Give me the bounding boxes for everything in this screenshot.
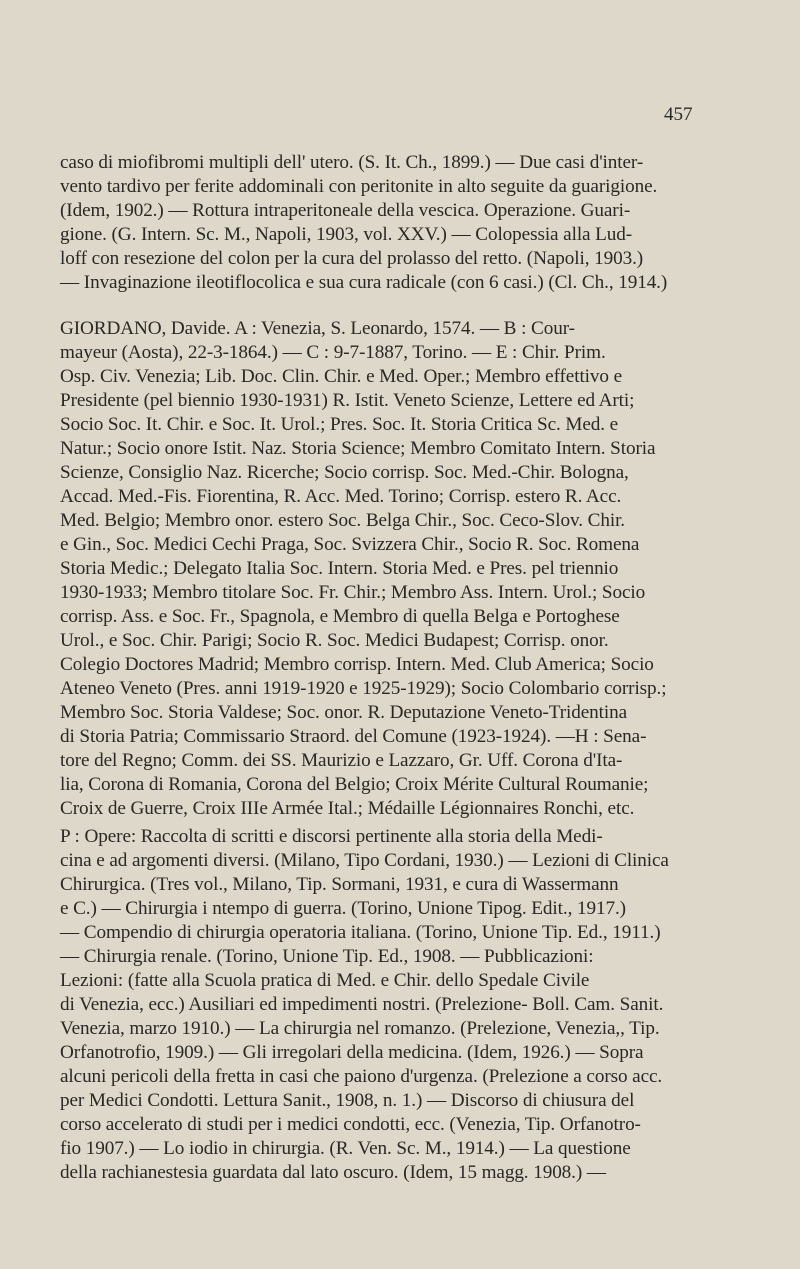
text-line: caso di miofibromi multipli dell' utero. (S. It. Ch., 1899.) — Due casi d'inter- xyxy=(60,152,644,173)
text-line: Venezia, marzo 1910.) — La chirurgia nel romanzo. (Prelezione, Venezia,, Tip. xyxy=(60,1018,660,1039)
text-line: (Idem, 1902.) — Rottura intraperitoneale della vescica. Operazione. Guari- xyxy=(60,200,631,221)
text-line: cina e ad argomenti diversi. (Milano, Tipo Cordani, 1930.) — Lezioni di Clinica xyxy=(60,850,669,871)
text-line: Presidente (pel biennio 1930-1931) R. Istit. Veneto Scienze, Lettere ed Arti; xyxy=(60,390,635,411)
text-line: Croix de Guerre, Croix IIIe Armée Ital.; Médaille Légionnaires Ronchi, etc. xyxy=(60,798,635,819)
text-line: corso accelerato di studi per i medici condotti, ecc. (Venezia, Tip. Orfanotro- xyxy=(60,1114,641,1135)
text-line: Colegio Doctores Madrid; Membro corrisp. Intern. Med. Club America; Socio xyxy=(60,654,654,675)
text-line: — Chirurgia renale. (Torino, Unione Tip. Ed., 1908. — Pubblicazioni: xyxy=(60,946,594,967)
page-number: 457 xyxy=(664,104,693,125)
text-line: alcuni pericoli della fretta in casi che paiono d'urgenza. (Prelezione a corso acc. xyxy=(60,1066,663,1087)
text-line: Urol., e Soc. Chir. Parigi; Socio R. Soc. Medici Budapest; Corrisp. onor. xyxy=(60,630,609,651)
text-line: Scienze, Consiglio Naz. Ricerche; Socio corrisp. Soc. Med.-Chir. Bologna, xyxy=(60,462,629,483)
text-line: della rachianestesia guardata dal lato oscuro. (Idem, 15 magg. 1908.) — xyxy=(60,1162,606,1183)
text-line: gione. (G. Intern. Sc. M., Napoli, 1903, vol. XXV.) — Colopessia alla Lud- xyxy=(60,224,633,245)
text-line: — Invaginazione ileotiflocolica e sua cura radicale (con 6 casi.) (Cl. Ch., 1914.) xyxy=(60,272,668,293)
text-line: di Venezia, ecc.) Ausiliari ed impedimenti nostri. (Prelezione- Boll. Cam. Sanit. xyxy=(60,994,664,1015)
text-line: corrisp. Ass. e Soc. Fr., Spagnola, e Membro di quella Belga e Portoghese xyxy=(60,606,620,627)
text-line: Osp. Civ. Venezia; Lib. Doc. Clin. Chir. e Med. Oper.; Membro effettivo e xyxy=(60,366,623,387)
text-line: — Compendio di chirurgia operatoria italiana. (Torino, Unione Tip. Ed., 1911.) xyxy=(60,922,661,943)
entry-heading-line: GIORDANO, Davide. A : Venezia, S. Leonardo, 1574. — B : Cour- xyxy=(60,318,575,339)
text-line: vento tardivo per ferite addominali con peritonite in alto seguite da guarigione. xyxy=(60,176,658,197)
text-line: e C.) — Chirurgia i ntempo di guerra. (Torino, Unione Tipog. Edit., 1917.) xyxy=(60,898,626,919)
works-heading-line: P : Opere: Raccolta di scritti e discorsi pertinente alla storia della Medi- xyxy=(60,826,603,847)
text-line: Accad. Med.-Fis. Fiorentina, R. Acc. Med. Torino; Corrisp. estero R. Acc. xyxy=(60,486,622,507)
text-line: Ateneo Veneto (Pres. anni 1919-1920 e 1925-1929); Socio Colombario corrisp.; xyxy=(60,678,667,699)
text-line: di Storia Patria; Commissario Straord. del Comune (1923-1924). —H : Sena- xyxy=(60,726,647,747)
text-line: lia, Corona di Romania, Corona del Belgio; Croix Mérite Cultural Roumanie; xyxy=(60,774,649,795)
text-line: tore del Regno; Comm. dei SS. Maurizio e Lazzaro, Gr. Uff. Corona d'Ita- xyxy=(60,750,623,771)
text-line: e Gin., Soc. Medici Cechi Praga, Soc. Svizzera Chir., Socio R. Soc. Romena xyxy=(60,534,640,555)
text-line: Socio Soc. It. Chir. e Soc. It. Urol.; Pres. Soc. It. Storia Critica Sc. Med. e xyxy=(60,414,619,435)
text-line: fio 1907.) — Lo iodio in chirurgia. (R. Ven. Sc. M., 1914.) — La questione xyxy=(60,1138,631,1159)
text-line: per Medici Condotti. Lettura Sanit., 1908, n. 1.) — Discorso di chiusura del xyxy=(60,1090,635,1111)
text-line: Storia Medic.; Delegato Italia Soc. Intern. Storia Med. e Pres. pel triennio xyxy=(60,558,619,579)
text-line: Lezioni: (fatte alla Scuola pratica di Med. e Chir. dello Spedale Civile xyxy=(60,970,590,991)
text-line: mayeur (Aosta), 22-3-1864.) — C : 9-7-1887, Torino. — E : Chir. Prim. xyxy=(60,342,606,363)
text-line: Med. Belgio; Membro onor. estero Soc. Belga Chir., Soc. Ceco-Slov. Chir. xyxy=(60,510,625,531)
text-line: Membro Soc. Storia Valdese; Soc. onor. R. Deputazione Veneto-Tridentina xyxy=(60,702,628,723)
text-line: loff con resezione del colon per la cura del prolasso del retto. (Napoli, 1903.) xyxy=(60,248,644,269)
text-line: Chirurgica. (Tres vol., Milano, Tip. Sormani, 1931, e cura di Wassermann xyxy=(60,874,619,895)
text-line: Orfanotrofio, 1909.) — Gli irregolari della medicina. (Idem, 1926.) — Sopra xyxy=(60,1042,644,1063)
text-line: 1930-1933; Membro titolare Soc. Fr. Chir.; Membro Ass. Intern. Urol.; Socio xyxy=(60,582,646,603)
text-line: Natur.; Socio onore Istit. Naz. Storia Science; Membro Comitato Intern. Storia xyxy=(60,438,656,459)
